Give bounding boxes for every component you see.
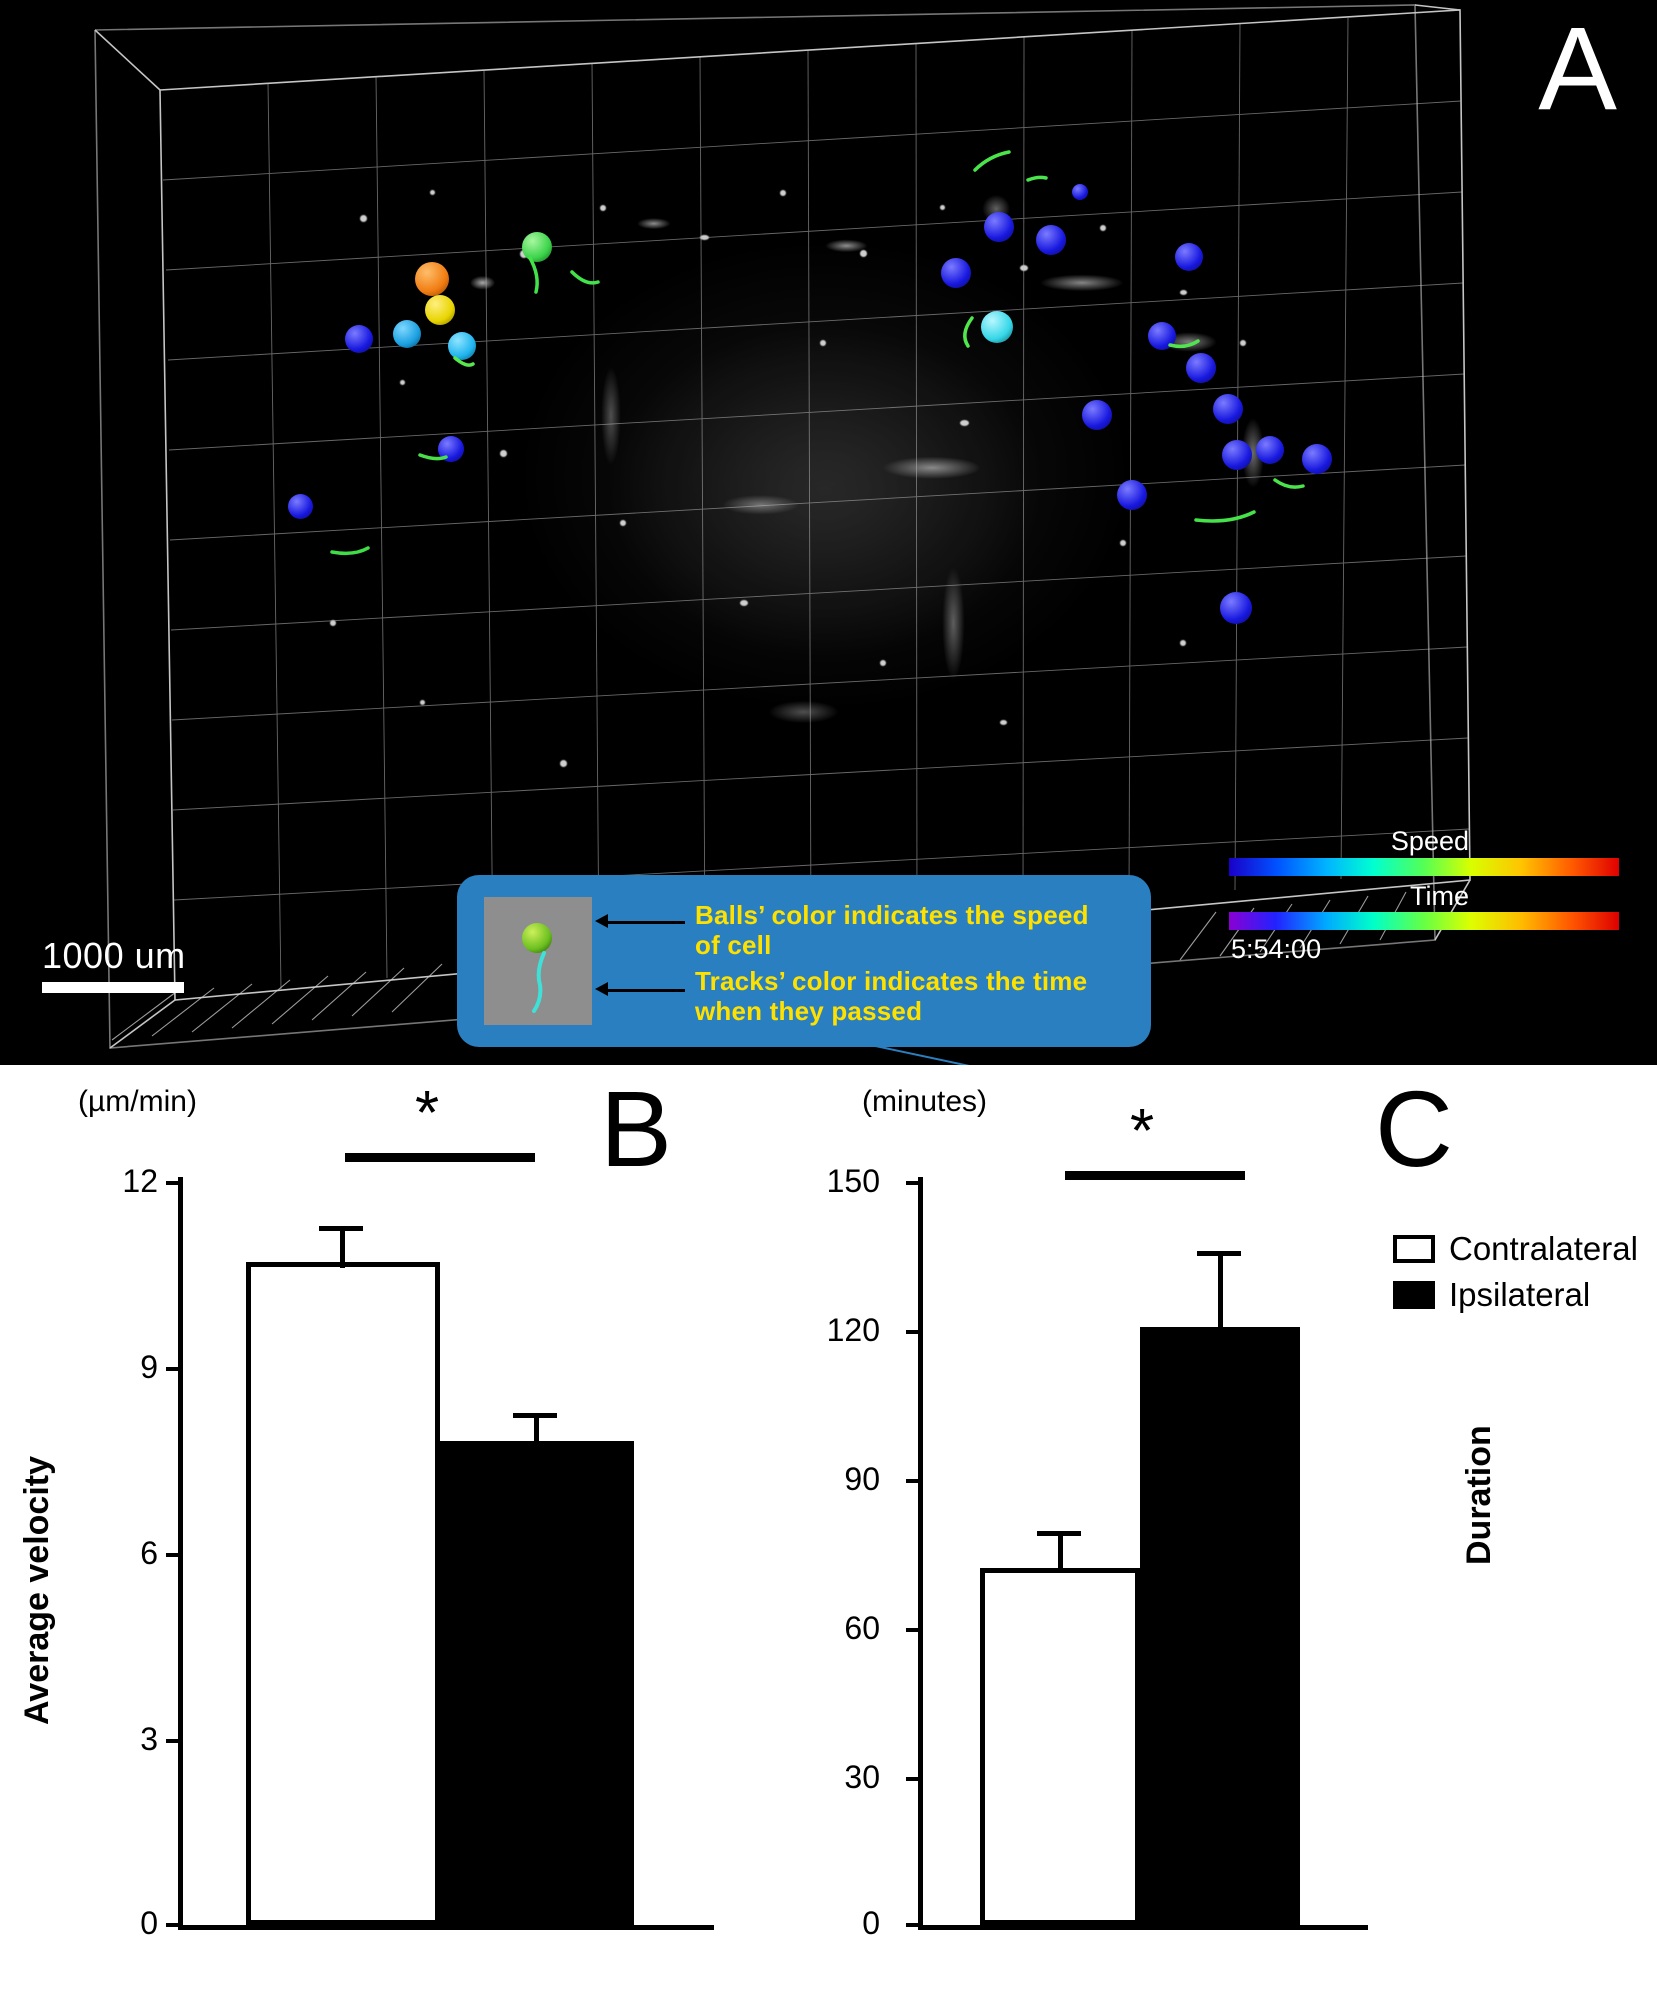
panel-b-significance-line: [345, 1153, 535, 1162]
callout-ball-icon: [522, 923, 552, 953]
callout-arrow-bottom: [607, 989, 685, 992]
panel-b-tick-9: [166, 1367, 182, 1371]
panel-c-tick-0: [906, 1923, 922, 1927]
callout-text-speed: Balls’ color indicates the speed of cell: [695, 900, 1089, 960]
callout-thumbnail: [484, 897, 592, 1025]
legend-item-contralateral: [1393, 1230, 1638, 1268]
panel-c-tick-30: [906, 1777, 922, 1781]
callout-arrowhead-bottom: [595, 982, 608, 996]
legend-callout-box: [457, 875, 1151, 1047]
panel-b-errorbar-ipsilateral: [534, 1415, 539, 1449]
panel-b-letter: B: [600, 1068, 673, 1189]
panel-b-tick-label-12: 12: [122, 1163, 158, 1199]
panel-c-errorbar-cap-contralateral: [1037, 1531, 1081, 1536]
time-colorbar-label: Time: [1410, 880, 1469, 911]
legend-label-contralateral: Contralateral: [1449, 1230, 1638, 1267]
scale-bar-label: 1000 um: [42, 935, 186, 976]
panel-b-tick-3: [166, 1739, 182, 1743]
panel-c-letter: C: [1375, 1068, 1453, 1189]
panel-c-errorbar-contralateral: [1058, 1533, 1063, 1573]
panel-b-tick-label-6: 6: [140, 1535, 158, 1571]
callout-arrow-top: [607, 921, 685, 924]
panel-b-errorbar-contralateral: [340, 1228, 345, 1268]
panel-a-letter: A: [1538, 3, 1617, 135]
panel-c-tick-120: [906, 1330, 922, 1334]
panel-c-tick-label-0: 0: [862, 1905, 880, 1941]
panel-b-tick-0: [166, 1923, 182, 1927]
callout-text-time: Tracks’ color indicates the time when they passed: [695, 966, 1088, 1026]
panel-b-tick-6: [166, 1553, 182, 1557]
panel-c-tick-label-90: 90: [844, 1461, 880, 1497]
panel-c-legend: [1393, 1230, 1638, 1322]
legend-label-ipsilateral: Ipsilateral: [1449, 1276, 1591, 1313]
panel-c-unit-label: (minutes): [862, 1085, 988, 1118]
panel-b-tick-label-3: 3: [140, 1721, 158, 1757]
panel-b-significance-star: *: [415, 1079, 440, 1148]
panel-c-tick-label-150: 150: [826, 1163, 880, 1199]
panel-b-bar-ipsilateral: [440, 1441, 634, 1925]
panel-b-bar-contralateral: [246, 1262, 440, 1925]
panel-b-tick-12: [166, 1181, 182, 1185]
panel-c-x-axis: [918, 1925, 1368, 1930]
panel-c-errorbar-cap-ipsilateral: [1197, 1251, 1241, 1256]
panel-c-tick-60: [906, 1628, 922, 1632]
time-colorbar: [1229, 912, 1619, 930]
panel-c-tick-150: [906, 1181, 922, 1185]
panel-c-tick-label-120: 120: [826, 1312, 880, 1348]
scale-bar: [42, 935, 186, 993]
time-value-readout: 5:54:00: [1231, 934, 1322, 964]
panel-b-tick-label-0: 0: [140, 1905, 158, 1941]
charts-region: [0, 1065, 1657, 2000]
panel-c-tick-label-30: 30: [844, 1759, 880, 1795]
panel-b-average-velocity-chart: [0, 1065, 800, 2000]
panel-c-tick-90: [906, 1479, 922, 1483]
speed-colorbar-label: Speed: [1390, 826, 1469, 857]
panel-c-significance-line: [1065, 1171, 1245, 1180]
panel-b-unit-label: (µm/min): [78, 1085, 197, 1118]
panel-c-tick-label-60: 60: [844, 1610, 880, 1646]
panel-c-bar-contralateral: [980, 1568, 1140, 1925]
callout-arrowhead-top: [595, 914, 608, 928]
legend-swatch-ipsilateral: [1393, 1281, 1435, 1309]
panel-c-bar-ipsilateral: [1140, 1327, 1300, 1925]
panel-b-y-axis-title: Average velocity: [18, 1456, 56, 1725]
panel-b-errorbar-cap-contralateral: [319, 1226, 363, 1231]
panel-c-significance-star: *: [1130, 1097, 1155, 1166]
panel-c-y-axis-title: Duration: [1460, 1425, 1498, 1565]
panel-b-errorbar-cap-ipsilateral: [513, 1413, 557, 1418]
legend-swatch-contralateral: [1393, 1235, 1435, 1263]
colorbar-legend: [1229, 827, 1619, 965]
panel-b-x-axis: [178, 1925, 714, 1930]
panel-c-y-axis: [918, 1177, 923, 1929]
scale-bar-line: [42, 982, 184, 993]
speed-colorbar: [1229, 858, 1619, 876]
legend-item-ipsilateral: [1393, 1276, 1638, 1314]
panel-c-errorbar-ipsilateral: [1218, 1253, 1223, 1331]
panel-b-tick-label-9: 9: [140, 1349, 158, 1385]
callout-track-icon: [524, 951, 564, 1013]
panel-c-duration-chart: [800, 1065, 1657, 2000]
